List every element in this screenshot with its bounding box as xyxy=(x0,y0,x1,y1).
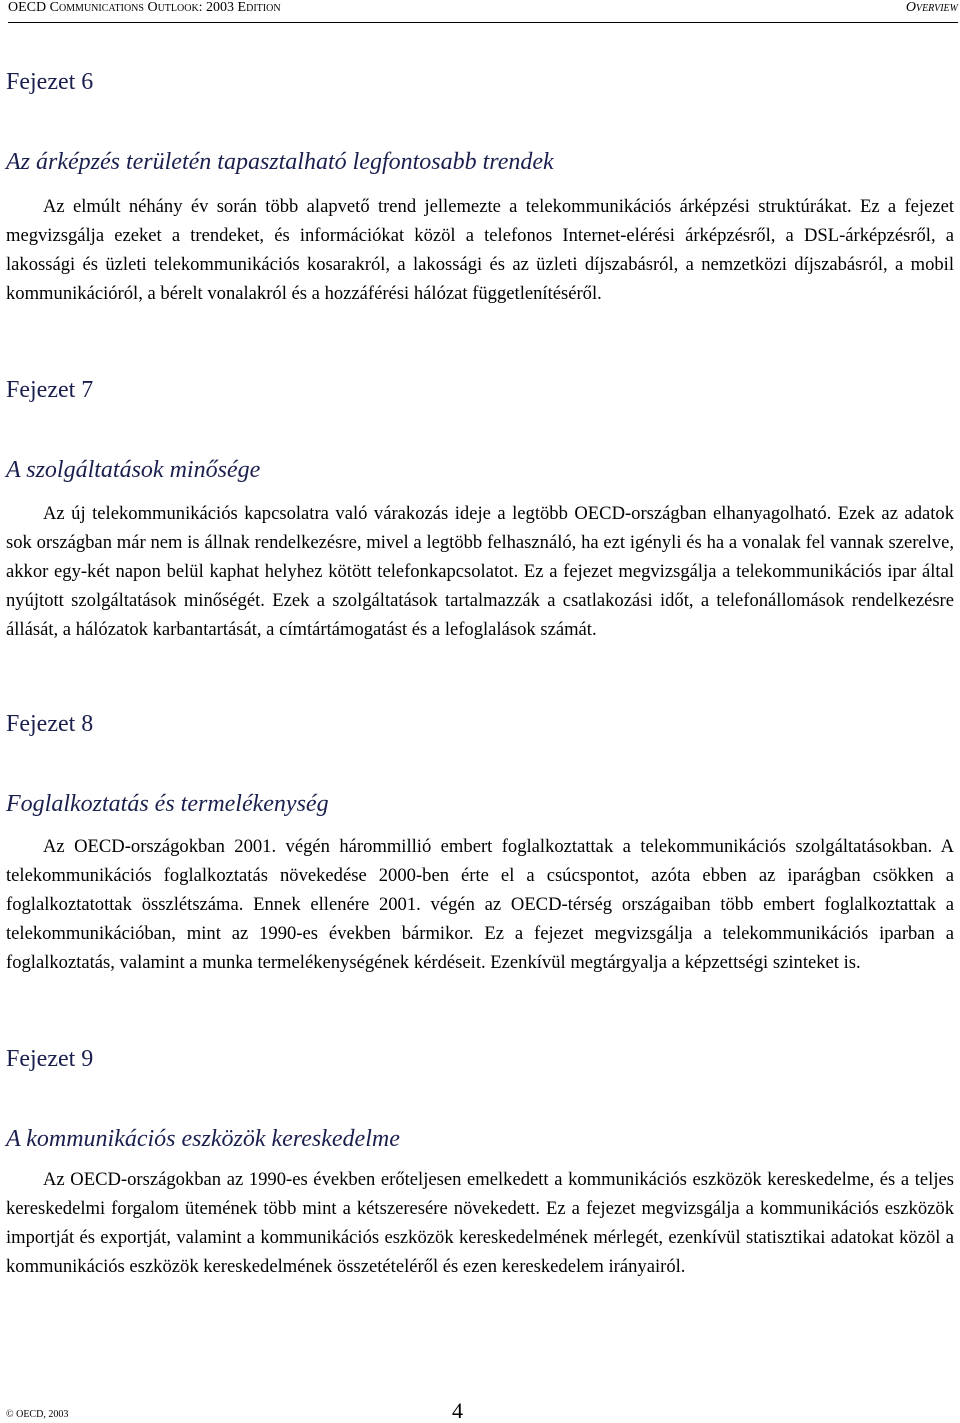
chapter-6-body: Az elmúlt néhány év során több alapvető trend jellemezte a telekommunikációs árképzési struktúrákat. Ez a fejezet megvizsgálja ezeket a trendeket, és információkat közöl a telefonos Internet-elérési árképzésről, a DSL-árképzésről, a lakossági és üzleti telekommunikációs kosarakról, a lakossági és az üzleti díjszabásról, a nemzetközi díjszabásról, a mobil kommunikációról, a bérelt vonalakról és a hozzáférési hálózat függetlenítéséről. xyxy=(6,196,954,304)
chapter-9-title: A kommunikációs eszközök kereskedelme xyxy=(6,1126,400,1152)
chapter-8-body: Az OECD-országokban 2001. végén hárommillió embert foglalkoztattak a telekommunikációs szolgáltatásokban. A telekommunikációs foglalkoztatás növekedése 2000-ben érte el a csúcspontot, azóta ebben az iparágban csökken a foglalkoztatottak összlétszáma. Ennek ellenére 2001. végén az OECD-térség országaiban több embert foglalkoztattak a telekommunikációban, mint az 1990-es években bármikor. Ez a fejezet megvizsgálja a telekommunikációs iparban a foglalkoztatás, valamint a munka termelékenységének kérdéseit. Ezenkívül megtárgyalja a képzettségi szinteket is. xyxy=(6,836,954,973)
footer-copyright: © OECD, 2003 xyxy=(6,1409,69,1420)
header-publication-title: OECD Communications Outlook: 2003 Edition xyxy=(8,0,281,15)
chapter-6-number: Fejezet 6 xyxy=(6,69,94,95)
running-header xyxy=(8,0,958,23)
header-section-title: Overview xyxy=(905,0,958,15)
chapter-9-number: Fejezet 9 xyxy=(6,1046,94,1072)
chapter-6-title: Az árképzés területén tapasztalható legfontosabb trendek xyxy=(6,149,554,175)
chapter-7-title: A szolgáltatások minősége xyxy=(6,457,261,483)
page-number: 4 xyxy=(452,1398,463,1423)
chapter-8-title: Foglalkoztatás és termelékenység xyxy=(6,791,329,817)
chapter-8-number: Fejezet 8 xyxy=(6,711,94,737)
chapter-7-number: Fejezet 7 xyxy=(6,377,94,403)
chapter-9-body: Az OECD-országokban az 1990-es években erőteljesen emelkedett a kommunikációs eszközök kereskedelme, és a teljes kereskedelmi forgalom ütemének több mint a kétszeresére növekedett. Ez a fejezet megvizsgálja a kommunikációs eszközök importját és exportját, valamint a kommunikációs eszközök kereskedelmének mérlegét, ezenkívül statisztikai adatokat közöl a kommunikációs eszközök kereskedelmének összetételéről és ezen kereskedelem irányairól. xyxy=(6,1169,954,1277)
chapter-7-body: Az új telekommunikációs kapcsolatra való várakozás ideje a legtöbb OECD-országban elhanyagolható. Ezek az adatok sok országban már nem is állnak rendelkezésre, mivel a legtöbb felhasználó, ha ezt igényli és ha a vonalak fel vannak szerelve, akkor egy-két napon belül kaphat helyhez kötött telefonkapcsolatot. Ez a fejezet megvizsgálja a telekommunikációs ipar által nyújtott szolgáltatások minőségét. Ezek a szolgáltatások tartalmazzák a csatlakozási időt, a telefonállomások rendelkezésre állását, a hálózatok karbantartását, a címtártámogatást és a lefoglalások számát. xyxy=(6,503,954,640)
